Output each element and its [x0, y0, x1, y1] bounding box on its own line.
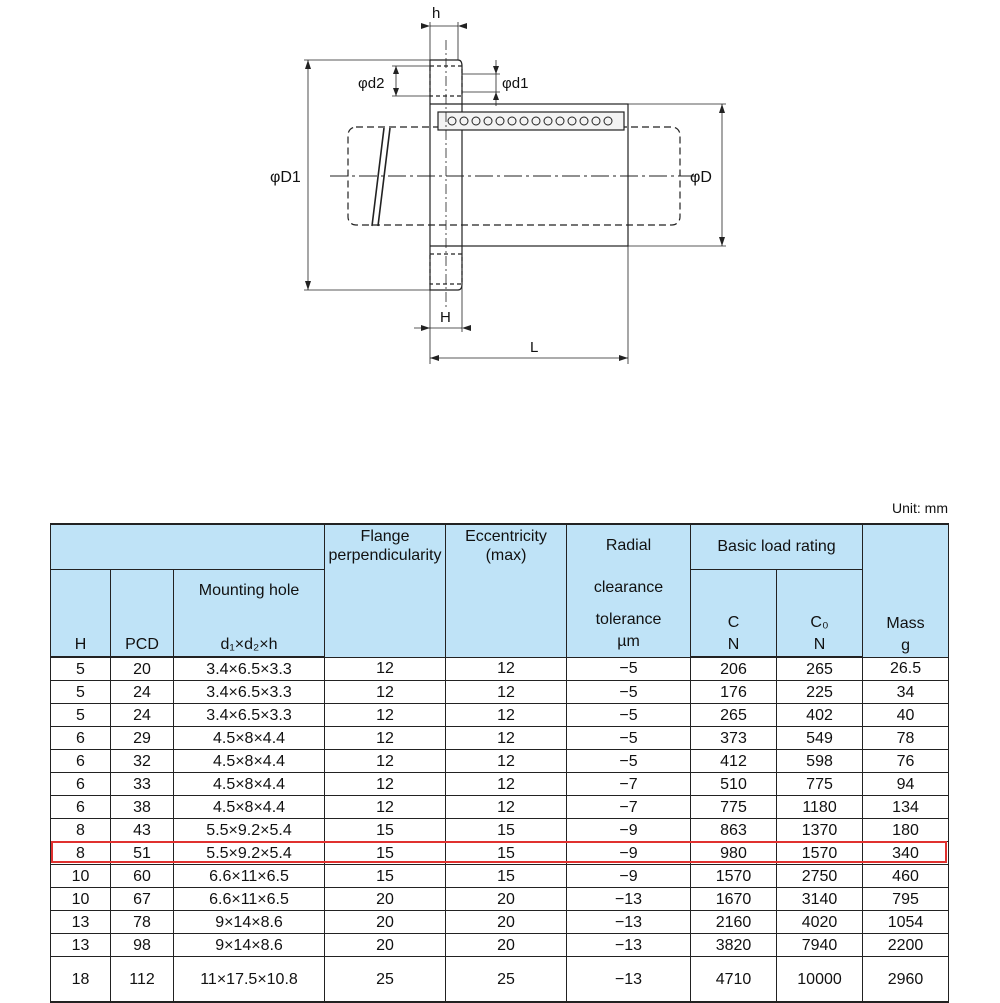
table-cell: −13	[567, 888, 691, 911]
table-cell: 15	[325, 842, 446, 865]
table-cell: 29	[111, 727, 174, 750]
table-cell: 20	[446, 934, 567, 957]
table-cell: 67	[111, 888, 174, 911]
table-cell: 180	[863, 819, 949, 842]
table-cell: 11×17.5×10.8	[174, 957, 325, 1003]
table-cell: 12	[446, 657, 567, 681]
table-cell: 5.5×9.2×5.4	[174, 842, 325, 865]
table-cell: 98	[111, 934, 174, 957]
table-cell: 5.5×9.2×5.4	[174, 819, 325, 842]
table-row	[51, 681, 949, 704]
table-cell: 373	[691, 727, 777, 750]
table-cell: 32	[111, 750, 174, 773]
table-cell: 20	[325, 934, 446, 957]
label-H: H	[440, 309, 451, 326]
label-D: φD	[690, 169, 712, 186]
table-cell: 12	[325, 657, 446, 681]
table-cell: 9×14×8.6	[174, 934, 325, 957]
table-cell: 5	[51, 681, 111, 704]
table-cell: 12	[446, 704, 567, 727]
header-mass: Mass g	[863, 524, 949, 657]
table-cell: −13	[567, 957, 691, 1003]
table-cell: 13	[51, 934, 111, 957]
table-cell: 24	[111, 681, 174, 704]
table-cell: 15	[446, 842, 567, 865]
table-cell: 863	[691, 819, 777, 842]
table-cell: 20	[446, 911, 567, 934]
table-cell: 43	[111, 819, 174, 842]
table-cell: 460	[863, 865, 949, 888]
table-cell: 15	[325, 865, 446, 888]
table-cell: 225	[777, 681, 863, 704]
table-cell: 6	[51, 773, 111, 796]
table-cell: 4.5×8×4.4	[174, 750, 325, 773]
table-row	[51, 750, 949, 773]
table-cell: 3.4×6.5×3.3	[174, 704, 325, 727]
table-cell: 340	[863, 842, 949, 865]
table-cell: 10	[51, 865, 111, 888]
table-cell: 34	[863, 681, 949, 704]
table-cell: 25	[446, 957, 567, 1003]
table-cell: 94	[863, 773, 949, 796]
table-cell: 9×14×8.6	[174, 911, 325, 934]
table-cell: 6	[51, 750, 111, 773]
table-cell: 980	[691, 842, 777, 865]
table-cell: 12	[446, 796, 567, 819]
table-row	[51, 865, 949, 888]
table-cell: 4.5×8×4.4	[174, 727, 325, 750]
table-cell: 402	[777, 704, 863, 727]
table-cell: 2750	[777, 865, 863, 888]
table-row	[51, 934, 949, 957]
table-cell: 26.5	[863, 657, 949, 681]
table-cell: −5	[567, 750, 691, 773]
header-PCD: PCD	[111, 569, 174, 657]
table-cell: 598	[777, 750, 863, 773]
table-cell: −9	[567, 842, 691, 865]
header-H: H	[51, 569, 111, 657]
table-cell: 20	[325, 888, 446, 911]
table-cell: −9	[567, 865, 691, 888]
table-row	[51, 796, 949, 819]
table-row	[51, 727, 949, 750]
table-cell: 6.6×11×6.5	[174, 888, 325, 911]
header-eccentricity: Eccentricity (max)	[446, 524, 567, 657]
table-cell: −7	[567, 796, 691, 819]
label-D1: φD1	[270, 169, 301, 186]
table-cell: 795	[863, 888, 949, 911]
table-cell: −7	[567, 773, 691, 796]
table-cell: 12	[446, 681, 567, 704]
table-cell: 12	[325, 750, 446, 773]
table-cell: 13	[51, 911, 111, 934]
table-cell: 1054	[863, 911, 949, 934]
table-cell: 7940	[777, 934, 863, 957]
header-mounting: Mounting hole d₁×d₂×h	[174, 569, 325, 657]
table-cell: 40	[863, 704, 949, 727]
table-cell: 12	[325, 773, 446, 796]
table-cell: −13	[567, 934, 691, 957]
table-cell: 12	[446, 773, 567, 796]
table-cell: 15	[446, 865, 567, 888]
table-cell: 265	[777, 657, 863, 681]
table-cell: 4710	[691, 957, 777, 1003]
table-cell: −5	[567, 657, 691, 681]
table-cell: 3.4×6.5×3.3	[174, 681, 325, 704]
table-cell: 20	[446, 888, 567, 911]
table-cell: 12	[325, 727, 446, 750]
table-cell: −13	[567, 911, 691, 934]
table-cell: 1180	[777, 796, 863, 819]
table-cell: 3.4×6.5×3.3	[174, 657, 325, 681]
table-cell: 8	[51, 819, 111, 842]
label-L: L	[530, 339, 539, 356]
table-cell: 78	[111, 911, 174, 934]
table-cell: 4.5×8×4.4	[174, 773, 325, 796]
table-cell: 176	[691, 681, 777, 704]
table-row	[51, 911, 949, 934]
table-cell: 1670	[691, 888, 777, 911]
table-row	[51, 888, 949, 911]
table-cell: 24	[111, 704, 174, 727]
table-cell: 3820	[691, 934, 777, 957]
label-h: h	[432, 5, 441, 22]
spec-table	[50, 523, 949, 1003]
table-cell: 1570	[691, 865, 777, 888]
table-cell: 775	[777, 773, 863, 796]
table-cell: 18	[51, 957, 111, 1003]
table-cell: 8	[51, 842, 111, 865]
table-cell: 5	[51, 657, 111, 681]
table-cell: 549	[777, 727, 863, 750]
table-cell: −5	[567, 704, 691, 727]
table-cell: 51	[111, 842, 174, 865]
table-cell: 4.5×8×4.4	[174, 796, 325, 819]
table-cell: 5	[51, 704, 111, 727]
table-cell: 134	[863, 796, 949, 819]
table-cell: 78	[863, 727, 949, 750]
table-row	[51, 819, 949, 842]
table-cell: 412	[691, 750, 777, 773]
table-cell: 15	[446, 819, 567, 842]
table-cell: 775	[691, 796, 777, 819]
table-cell: 10	[51, 888, 111, 911]
table-cell: 12	[325, 704, 446, 727]
table-row	[51, 957, 949, 1003]
table-cell: 76	[863, 750, 949, 773]
table-cell: 12	[325, 796, 446, 819]
table-cell: 1370	[777, 819, 863, 842]
table-row	[51, 704, 949, 727]
table-cell: −5	[567, 727, 691, 750]
table-cell: 2200	[863, 934, 949, 957]
table-cell: −5	[567, 681, 691, 704]
table-cell: −9	[567, 819, 691, 842]
unit-label: Unit: mm	[892, 500, 948, 516]
table-cell: 12	[325, 681, 446, 704]
table-cell: 265	[691, 704, 777, 727]
table-cell: 60	[111, 865, 174, 888]
table-cell: 33	[111, 773, 174, 796]
label-d1: φd1	[502, 75, 529, 92]
table-cell: 6	[51, 727, 111, 750]
label-d2: φd2	[358, 75, 385, 92]
table-cell: 6.6×11×6.5	[174, 865, 325, 888]
spec-table-body	[51, 657, 949, 1002]
table-cell: 3140	[777, 888, 863, 911]
table-cell: 4020	[777, 911, 863, 934]
table-row	[51, 842, 949, 865]
table-cell: 1570	[777, 842, 863, 865]
bearing-race	[438, 112, 624, 130]
table-cell: 6	[51, 796, 111, 819]
table-cell: 10000	[777, 957, 863, 1003]
table-cell: 20	[111, 657, 174, 681]
header-C0: C₀ N	[777, 569, 863, 657]
table-cell: 12	[446, 727, 567, 750]
table-cell: 15	[325, 819, 446, 842]
table-cell: 2960	[863, 957, 949, 1003]
table-cell: 12	[446, 750, 567, 773]
table-cell: 206	[691, 657, 777, 681]
table-cell: 20	[325, 911, 446, 934]
header-blank	[51, 524, 325, 569]
table-cell: 2160	[691, 911, 777, 934]
table-row	[51, 773, 949, 796]
header-radial: Radial clearance tolerance µm	[567, 524, 691, 657]
table-row	[51, 657, 949, 681]
table-cell: 112	[111, 957, 174, 1003]
bearing-drawing	[0, 0, 1000, 420]
header-basic-load: Basic load rating	[691, 524, 863, 569]
table-cell: 38	[111, 796, 174, 819]
table-cell: 510	[691, 773, 777, 796]
table-cell: 25	[325, 957, 446, 1003]
header-C: C N	[691, 569, 777, 657]
header-flange: Flange perpendicularity	[325, 524, 446, 657]
